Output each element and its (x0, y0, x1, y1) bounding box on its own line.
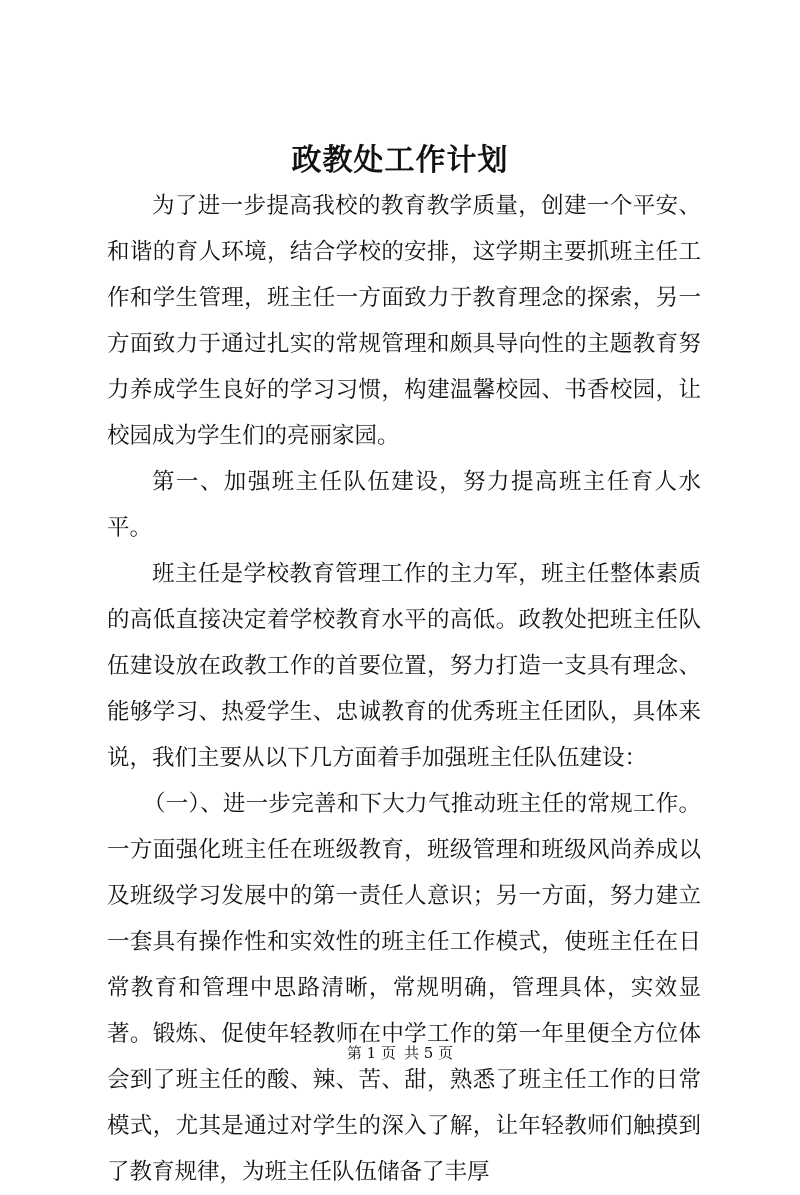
paragraph-section-one-body: 班主任是学校教育管理工作的主力军，班主任整体素质的高低直接决定着学校教育水平的高低。政教处把班主任队伍建设放在政教工作的首要位置，努力打造一支具有理念、能够学习、热爱学生、忠诚教育的优秀班主任团队，具体来说，我们主要从以下几方面着手加强班主任队伍建设： (107, 561, 701, 771)
page-number: 第 1 页 (346, 1044, 396, 1062)
page-total: 共 5 页 (404, 1044, 454, 1062)
paragraph-section-one-heading: 第一、加强班主任队伍建设，努力提高班主任育人水平。 (107, 469, 701, 541)
document-title: 政教处工作计划 (291, 143, 509, 178)
page-footer (0, 1043, 800, 1063)
paragraph-subsection-one: （一）、进一步完善和下大力气推动班主任的常规工作。一方面强化班主任在班级教育，班级管理和班级风尚养成以及班级学习发展中的第一责任人意识；另一方面，努力建立一套具有操作性和实效性的班主任工作模式，使班主任在日常教育和管理中思路清晰，常规明确，管理具体，实效显著。锻炼、促使年轻教师在中学工作的第一年里便全方位体会到了班主任的酸、辣、苦、甜，熟悉了班主任工作的日常模式，尤其是通过对学生的深入了解，让年轻教师们触摸到了教育规律，为班主任队伍储备了丰厚 (107, 791, 701, 1185)
paragraph-intro: 为了进一步提高我校的教育教学质量，创建一个平安、和谐的育人环境，结合学校的安排，这学期主要抓班主任工作和学生管理，班主任一方面致力于教育理念的探索，另一方面致力于通过扎实的常规管理和颇具导向性的主题教育努力养成学生良好的学习习惯，构建温馨校园、书香校园，让校园成为学生们的亮丽家园。 (107, 193, 701, 449)
